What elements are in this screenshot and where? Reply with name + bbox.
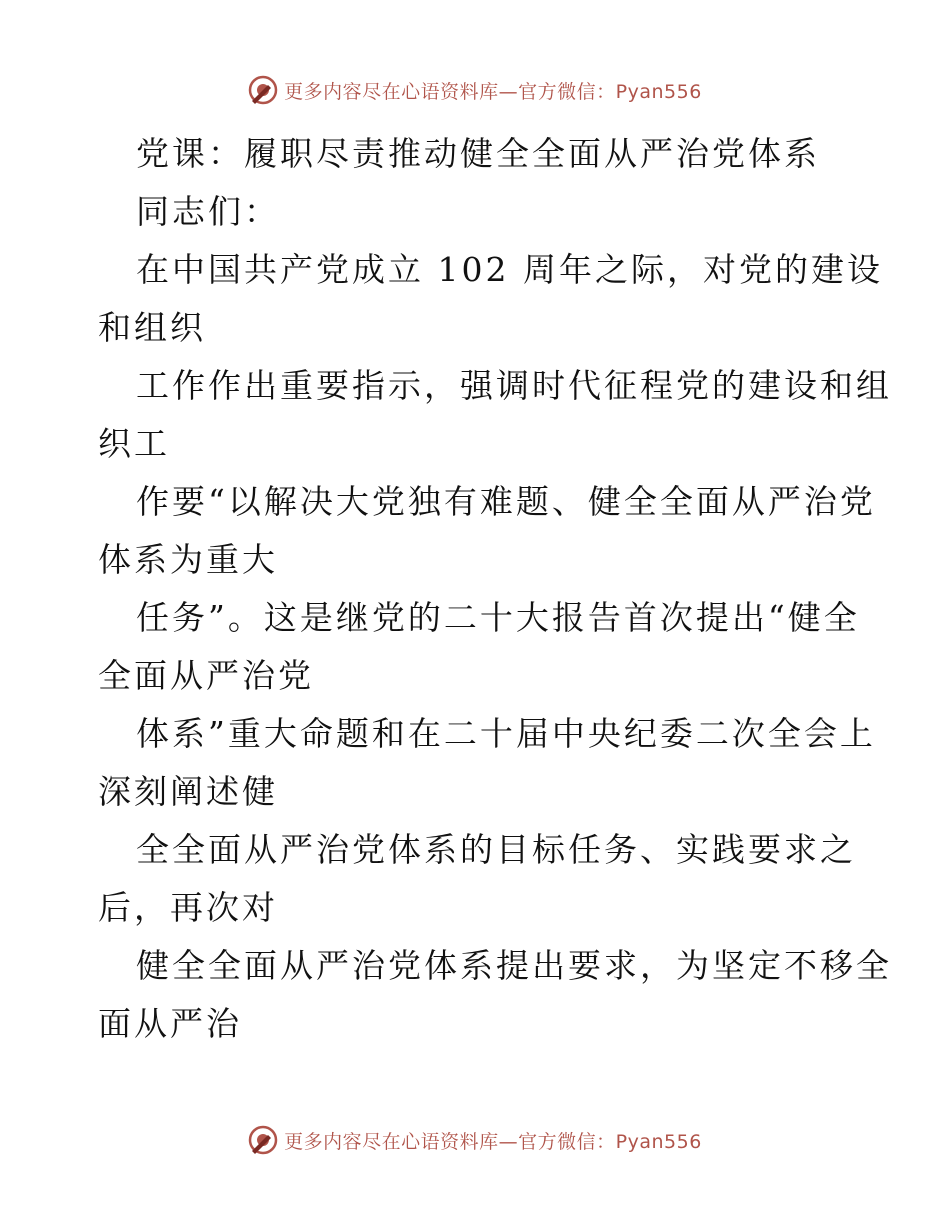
paragraph-line: 全全面从严治党体系的目标任务、实践要求之 <box>136 830 856 869</box>
paragraph-line: 任务”。这是继党的二十大报告首次提出“健全 <box>136 598 860 637</box>
paragraph-line: 和组织 <box>98 308 206 347</box>
red-seal-pen-icon <box>248 75 278 105</box>
paragraph-line: 健全全面从严治党体系提出要求，为坚定不移全 <box>136 946 892 985</box>
header-banner <box>0 72 950 108</box>
paragraph-line: 在中国共产党成立 102 周年之际，对党的建设 <box>136 250 883 289</box>
paragraph-line: 全面从严治党 <box>98 656 314 695</box>
paragraph-line: 体系”重大命题和在二十届中央纪委二次全会上 <box>136 714 876 753</box>
paragraph-line: 作要“以解决大党独有难题、健全全面从严治党 <box>136 482 876 521</box>
red-seal-pen-icon <box>248 1125 278 1155</box>
banner-text: 更多内容尽在心语资料库—官方微信：Pyan556 <box>284 80 702 103</box>
document-body <box>98 125 892 1053</box>
paragraph-line: 深刻阐述健 <box>98 772 278 811</box>
footer-banner <box>0 1122 950 1158</box>
banner-text: 更多内容尽在心语资料库—官方微信：Pyan556 <box>284 1130 702 1153</box>
document-title: 党课：履职尽责推动健全全面从严治党体系 <box>136 134 820 173</box>
paragraph-line: 织工 <box>98 424 170 463</box>
paragraph-line: 工作作出重要指示，强调时代征程党的建设和组 <box>136 366 892 405</box>
paragraph-line: 面从严治 <box>98 1004 242 1043</box>
paragraph-line: 后，再次对 <box>98 888 278 927</box>
paragraph-line: 体系为重大 <box>98 540 278 579</box>
salutation: 同志们： <box>136 192 280 231</box>
